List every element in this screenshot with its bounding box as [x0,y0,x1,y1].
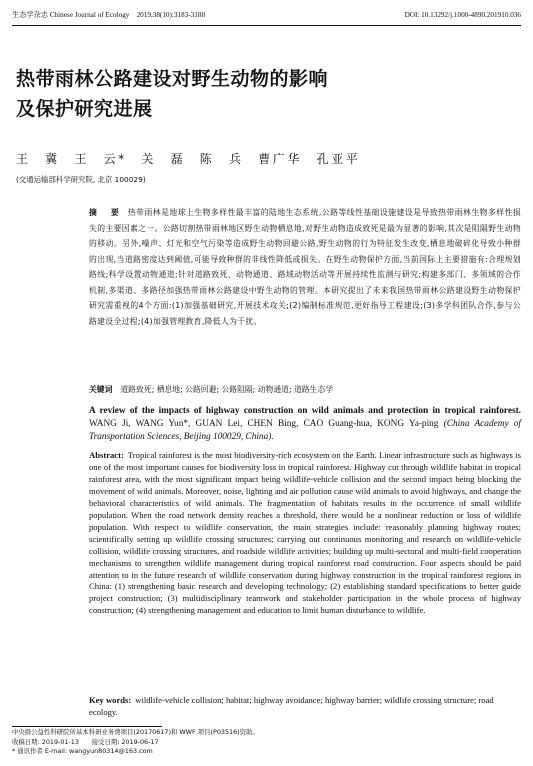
doi: DOI: 10.13292/j.1000-4890.201910.036 [404,11,521,19]
keywords-cn-text: 道路致死; 栖息地; 公路回避; 公路阻隔; 动物通道; 道路生态学 [120,385,334,394]
authors-en: WANG Ji, WANG Yun*, GUAN Lei, CHEN Bing, CAO Guang-hua, KONG Ya-ping [89,419,444,430]
abstract-en-label: Abstract: [89,450,124,460]
footnote-dates: 收稿日期: 2019-01-13 接受日期: 2019-06-17 [12,737,159,746]
keywords-en [89,694,521,718]
abstract-en-text: Tropical rainforest is the most biodiversity-rich ecosystem on the Earth. Linear infrastructure such as highways is one of the most important causes for biodiversity loss in tropical rainforest. Highway cut through wildlife habitat in tropical rainforest area, with the most significant impact being wildlife-vehicle collision and the second impact being blocking the movement of wild animals. Moreover, noise, lighting and air pollution cause wild animals to avoid highways, and change the behavioral characteristics of wild animals. The fragmentation of habitats results in the occurrence of small wildlife population. When the road network density reaches a threshold, there would be a nonlinear reduction or loss of wildlife population. With respect to wildlife conservation, the main strategies include: reasonably planning highway routes; scientifically setting up wildlife crossing structures; carrying out continuous monitoring and research on wildlife-vehicle collision, wildlife crossing structures, and roadside wildlife activities; building up multi-sectoral and multi-field cooperation mechanisms to strengthen wildlife management during tropical rainforest road construction. Four aspects should be paid attention to in the future research of wildlife conservation during highway construction in the tropical rainforest regions in China: (1) strengthening basic research and developing technology; (2) establishing standard specifications to better guide project construction; (3) multidisciplinary teamwork and stakeholder participation in the whole process of highway construction; (4) strengthening management and education to limit human disturbance to wildlife. [89,450,521,616]
footnote-email: * 通讯作者 E-mail: wangyun80314@163.com [12,747,153,756]
abstract-cn [89,205,521,329]
header-rule [12,25,521,26]
paper-title-en: A review of the impacts of highway construction on wild animals and protection in tropical rainforest. [89,406,521,416]
keywords-en-text: wildlife-vehicle collision; habitat; highway avoidance; highway barrier; wildlife crossing structure; road ecology. [89,695,494,717]
journal-citation: 生态学杂志 Chinese Journal of Ecology 2019,38(10):3183-3188 [12,11,206,19]
keywords-cn [89,383,521,397]
abstract-cn-text: 热带雨林是地球上生物多样性最丰富的陆地生态系统,公路等线性基础设施建设是导致热带雨林生物多样性损失的主要因素之一。公路切割热带雨林地区野生动物栖息地,对野生动物造成致死是最为显著的影响,其次是阻隔野生动物的移动。另外,噪声、灯光和空气污染等造成野生动物回避公路,野生动物的行为特征发生改变,栖息地破碎化导致小种群的出现,当道路密度达到阈值,可能导致种群的非线性降低或损失。在野生动物保护方面,当前国际上主要措施有:合理规划路线;科学设置动物通道;针对道路致死、动物通道、路域动物活动等开展持续性监测与研究;构建多部门、多领域的合作机制,多渠道、多路径加强热带雨林公路建设中野生动物的管理。本研究提出了未来我国热带雨林公路建设野生动物保护研究需重视的4个方面:(1)加强基础研究,开展技术攻关;(2)编制标准规范,更好指导工程建设;(3)多学科团队合作,参与公路建设全过程;(4)加强管理教育,降低人为干扰。 [89,208,522,326]
keywords-cn-label: 关键词 [89,385,113,394]
paper-title-cn [16,64,516,124]
abstract-cn-label: 摘 要 [89,208,122,217]
affiliation-en: (China Academy of Transportation Sciences, Beijing 100029, China). [89,419,522,443]
affiliation-cn: (交通运输部科学研究院, 北京 100029) [16,175,146,184]
footnote-rule [12,726,162,727]
keywords-en-label: Key words: [89,695,132,705]
footnotes [12,728,522,757]
authors-cn: 王 冀 王 云* 关 磊 陈 兵 曹广华 孔亚平 [16,152,361,166]
paper-title-cn-line1: 热带雨林公路建设对野生动物的影响 [16,68,329,90]
footnote-funding: 中央级公益性科研院所基本科研业务费项目(20170617)和 WWF 项目(P03516)资助。 [12,728,259,736]
paper-title-cn-line2: 及保护研究进展 [16,98,153,120]
abstract-en [89,450,521,617]
title-en-block [89,405,521,445]
